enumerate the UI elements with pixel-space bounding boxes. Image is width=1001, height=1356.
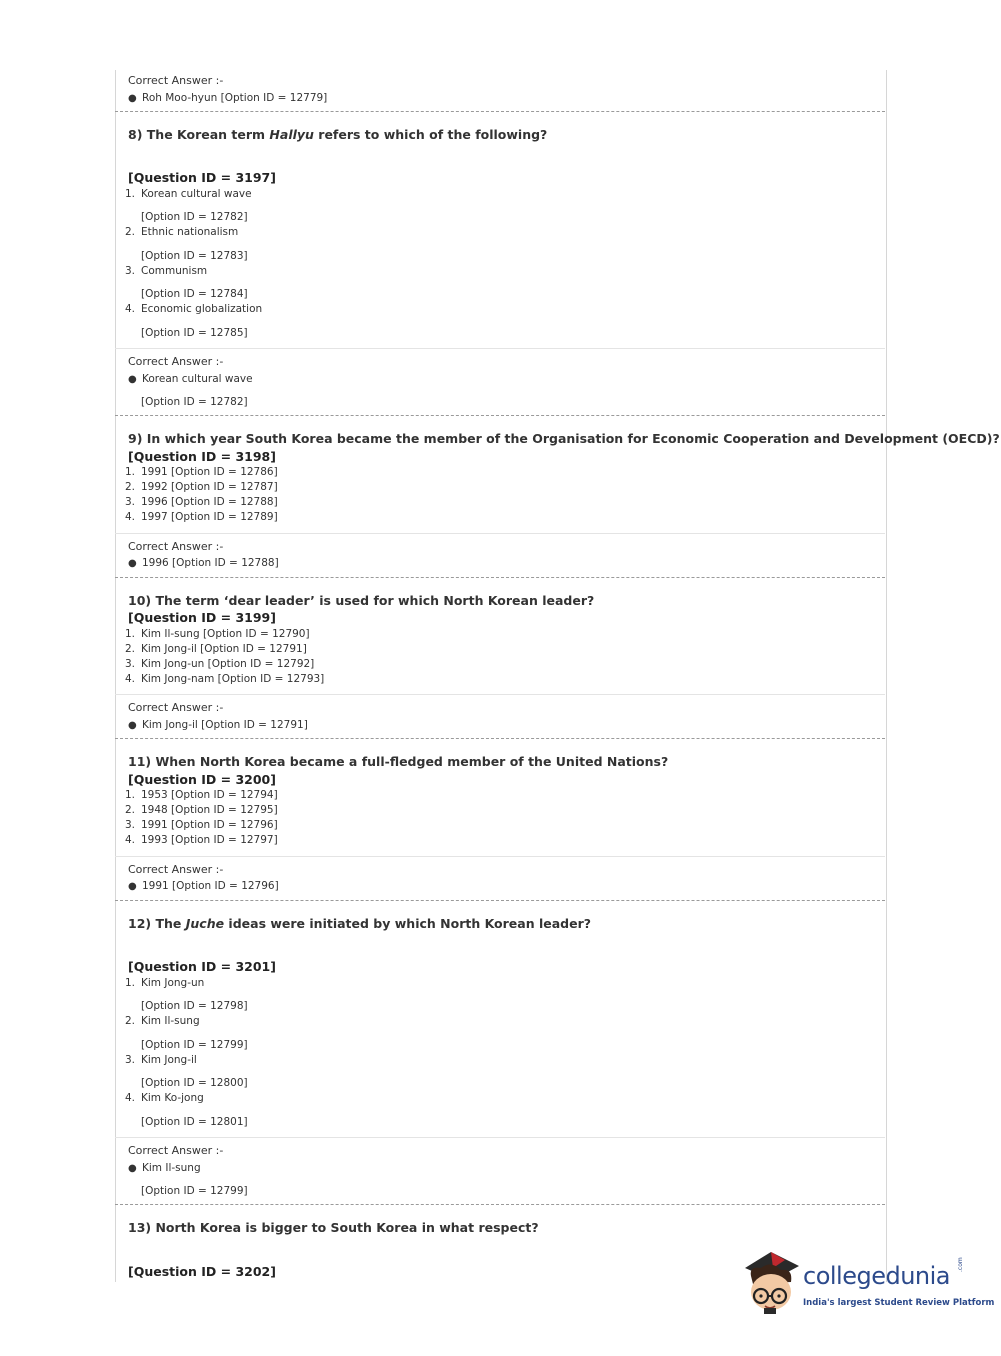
divider (115, 348, 885, 349)
option-item: 2. 1948 [Option ID = 12795] (125, 804, 278, 816)
brand-tagline: India's largest Student Review Platform (803, 1298, 995, 1308)
question-11-text: 11) When North Korea became a full-fledged member of the United Nations? (128, 754, 669, 769)
bullet-icon: ● (128, 93, 137, 104)
option-item: 2. 1992 [Option ID = 12787] (125, 481, 278, 493)
bullet-icon: ● (128, 1163, 137, 1174)
question-10-text: 10) The term ‘dear leader’ is used for which North Korean leader? (128, 593, 595, 608)
correct-answer: ● 1996 [Option ID = 12788] (128, 557, 279, 569)
option-item: 4. Kim Ko-jong (125, 1092, 204, 1104)
option-id: [Option ID = 12799] (141, 1185, 248, 1197)
question-12-text: 12) The Juche ideas were initiated by which North Korean leader? (128, 916, 592, 931)
brand-name: collegedunia (803, 1262, 951, 1290)
correct-answer: ● 1991 [Option ID = 12796] (128, 880, 279, 892)
option-id: [Option ID = 12801] (141, 1116, 248, 1128)
divider (115, 1137, 885, 1138)
question-12-id: [Question ID = 3201] (128, 959, 276, 974)
correct-answer-label: Correct Answer :- (128, 701, 224, 714)
correct-answer: ● Kim Il-sung (128, 1162, 201, 1174)
option-item: 4. Kim Jong-nam [Option ID = 12793] (125, 673, 325, 685)
option-id: [Option ID = 12783] (141, 250, 248, 262)
question-13-id: [Question ID = 3202] (128, 1264, 276, 1279)
option-item: 1. 1953 [Option ID = 12794] (125, 789, 278, 801)
option-item: 3. 1996 [Option ID = 12788] (125, 496, 278, 508)
option-item: 4. 1997 [Option ID = 12789] (125, 511, 278, 523)
question-11-id: [Question ID = 3200] (128, 772, 276, 787)
divider (115, 533, 885, 534)
bullet-icon: ● (128, 558, 137, 569)
option-item: 2. Kim Il-sung (125, 1015, 200, 1027)
option-item: 4. 1993 [Option ID = 12797] (125, 834, 278, 846)
option-id: [Option ID = 12782] (141, 211, 248, 223)
option-item: 3. Kim Jong-un [Option ID = 12792] (125, 658, 315, 670)
option-id: [Option ID = 12782] (141, 396, 248, 408)
divider (115, 577, 885, 578)
question-9-id: [Question ID = 3198] (128, 449, 276, 464)
brand-dotcom: .com (957, 1257, 964, 1272)
correct-answer: ● Korean cultural wave (128, 373, 253, 385)
option-item: 2. Ethnic nationalism (125, 226, 239, 238)
option-id: [Option ID = 12800] (141, 1077, 248, 1089)
divider (115, 738, 885, 739)
option-id: [Option ID = 12799] (141, 1039, 248, 1051)
option-item: 1. Korean cultural wave (125, 188, 252, 200)
correct-answer-label: Correct Answer :- (128, 74, 224, 87)
option-item: 1. Kim Jong-un (125, 977, 205, 989)
divider (115, 1204, 885, 1205)
correct-answer-label: Correct Answer :- (128, 540, 224, 553)
question-9-text: 9) In which year South Korea became the member of the Organisation for Economic Cooperation and Development (OECD)? (128, 431, 1000, 446)
question-8-text: 8) The Korean term Hallyu refers to which of the following? (128, 127, 548, 142)
option-id: [Option ID = 12784] (141, 288, 248, 300)
correct-answer: ● Roh Moo-hyun [Option ID = 12779] (128, 92, 328, 104)
option-item: 3. 1991 [Option ID = 12796] (125, 819, 278, 831)
bullet-icon: ● (128, 881, 137, 892)
correct-answer-label: Correct Answer :- (128, 1144, 224, 1157)
bullet-icon: ● (128, 374, 137, 385)
option-id: [Option ID = 12798] (141, 1000, 248, 1012)
question-8-id: [Question ID = 3197] (128, 170, 276, 185)
divider (115, 694, 885, 695)
divider (115, 900, 885, 901)
correct-answer: ● Kim Jong-il [Option ID = 12791] (128, 719, 308, 731)
option-item: 3. Kim Jong-il (125, 1054, 197, 1066)
divider (115, 111, 885, 112)
correct-answer-label: Correct Answer :- (128, 863, 224, 876)
divider (115, 856, 885, 857)
question-10-id: [Question ID = 3199] (128, 610, 276, 625)
option-item: 1. Kim Il-sung [Option ID = 12790] (125, 628, 310, 640)
option-item: 2. Kim Jong-il [Option ID = 12791] (125, 643, 307, 655)
correct-answer-label: Correct Answer :- (128, 355, 224, 368)
mascot-icon (741, 1250, 803, 1318)
divider (115, 415, 885, 416)
option-item: 3. Communism (125, 265, 208, 277)
bullet-icon: ● (128, 720, 137, 731)
option-item: 4. Economic globalization (125, 303, 263, 315)
option-id: [Option ID = 12785] (141, 327, 248, 339)
question-13-text: 13) North Korea is bigger to South Korea in what respect? (128, 1220, 539, 1235)
option-item: 1. 1991 [Option ID = 12786] (125, 466, 278, 478)
